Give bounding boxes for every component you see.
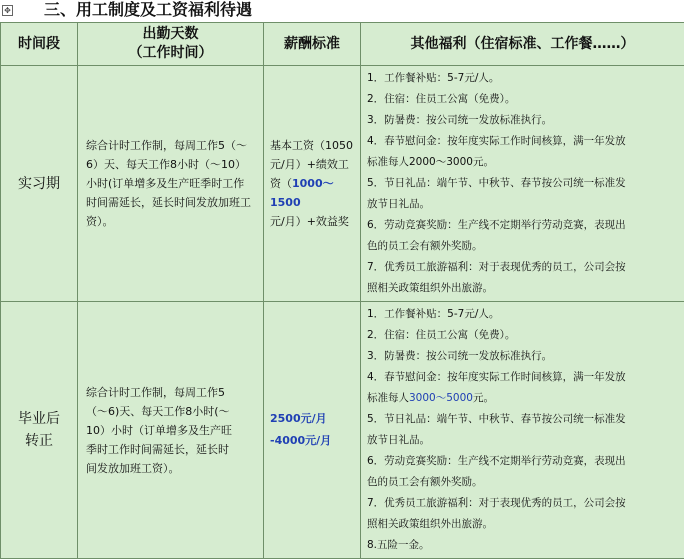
- salary-text: 资（: [270, 177, 292, 190]
- benefit-line: 8.五险一金。: [367, 535, 680, 556]
- benefit-line: 照相关政策组织外出旅游。: [367, 514, 680, 535]
- salary-internship: [264, 66, 361, 302]
- benefit-line: 放节日礼品。: [367, 194, 680, 215]
- table-anchor-icon[interactable]: ✥: [2, 5, 13, 16]
- benefit-line: 1．工作餐补贴：5-7元/人。: [367, 304, 680, 325]
- days-line: 6）天、每天工作8小时（～10）: [86, 155, 257, 174]
- days-line: 小时(订单增多及生产旺季时工作: [86, 174, 257, 193]
- benefit-line: 照相关政策组织外出旅游。: [367, 278, 680, 299]
- performance-range: 1000～1500: [270, 177, 334, 209]
- period-line: 毕业后: [1, 408, 77, 430]
- salary-line: 基本工资（1050: [270, 136, 354, 155]
- benefit-line: 色的员工会有额外奖励。: [367, 472, 680, 493]
- salary-regular: [264, 302, 361, 559]
- days-line: 季时工作时间需延长，延长时: [86, 440, 257, 459]
- salary-line: 2500元/月: [270, 408, 354, 430]
- benefit-line: 4．春节慰问金：按年度实际工作时间核算，满一年发放: [367, 131, 680, 152]
- benefit-line: [367, 388, 680, 409]
- benefit-line: 3．防暑费：按公司统一发放标准执行。: [367, 346, 680, 367]
- benefit-text: 元。: [473, 392, 494, 404]
- benefit-line: 7．优秀员工旅游福利：对于表现优秀的员工，公司会按: [367, 493, 680, 514]
- benefit-line: 4．春节慰问金：按年度实际工作时间核算，满一年发放: [367, 367, 680, 388]
- salary-line: -4000元/月: [270, 430, 354, 452]
- days-line: 资）。: [86, 212, 257, 231]
- benefit-line: 6．劳动竞赛奖励：生产线不定期举行劳动竞赛，表现出: [367, 215, 680, 236]
- benefit-line: 3．防暑费：按公司统一发放标准执行。: [367, 110, 680, 131]
- days-line: 综合计时工作制，每周工作5（～: [86, 136, 257, 155]
- period-line: 转正: [1, 430, 77, 452]
- salary-text: +效益奖: [307, 215, 349, 228]
- benefit-line: 放节日礼品。: [367, 430, 680, 451]
- benefit-line: 5．节日礼品：端午节、中秋节、春节按公司统一标准发: [367, 409, 680, 430]
- benefits-internship: [361, 66, 684, 302]
- period-internship: 实习期: [1, 66, 78, 302]
- days-regular: [78, 302, 264, 559]
- salary-line: [270, 174, 354, 212]
- benefits-regular: [361, 302, 684, 559]
- section-title: 三、用工制度及工资福利待遇: [44, 0, 252, 22]
- days-line: 综合计时工作制，每周工作5: [86, 383, 257, 402]
- benefit-line: 6．劳动竞赛奖励：生产线不定期举行劳动竞赛，表现出: [367, 451, 680, 472]
- period-regular: [1, 302, 78, 559]
- salary-line: 元/月）+绩效工: [270, 155, 354, 174]
- bonus-range: 3000～5000: [409, 392, 473, 404]
- days-line: （～6)天、每天工作8小时(～: [86, 402, 257, 421]
- header-days-line2: （工作时间）: [78, 44, 263, 63]
- benefit-line: 标准每人2000～3000元。: [367, 152, 680, 173]
- benefit-line: 色的员工会有额外奖励。: [367, 236, 680, 257]
- days-line: 10）小时（订单增多及生产旺: [86, 421, 257, 440]
- salary-line: [270, 212, 354, 231]
- salary-text: 元/月）: [270, 215, 307, 228]
- compensation-table: [0, 22, 684, 559]
- benefit-line: 5．节日礼品：端午节、中秋节、春节按公司统一标准发: [367, 173, 680, 194]
- table-header-row: [1, 23, 684, 66]
- table-row-regular: [1, 302, 684, 559]
- header-benefits: 其他福利（住宿标准、工作餐……）: [361, 23, 684, 66]
- benefit-line: 1．工作餐补贴：5-7元/人。: [367, 68, 680, 89]
- days-line: 时间需延长，延长时间发放加班工: [86, 193, 257, 212]
- benefit-line: 2．住宿：住员工公寓（免费）。: [367, 89, 680, 110]
- table-row-internship: [1, 66, 684, 302]
- days-line: 间发放加班工资）。: [86, 459, 257, 478]
- header-period: 时间段: [1, 23, 78, 66]
- header-days: [78, 23, 264, 66]
- benefit-line: 7．优秀员工旅游福利：对于表现优秀的员工，公司会按: [367, 257, 680, 278]
- header-days-line1: 出勤天数: [78, 25, 263, 44]
- header-salary: 薪酬标准: [264, 23, 361, 66]
- benefit-line: 2．住宿：住员工公寓（免费）。: [367, 325, 680, 346]
- days-internship: [78, 66, 264, 302]
- section-heading: [0, 0, 684, 24]
- benefit-text: 标准每人: [367, 392, 409, 404]
